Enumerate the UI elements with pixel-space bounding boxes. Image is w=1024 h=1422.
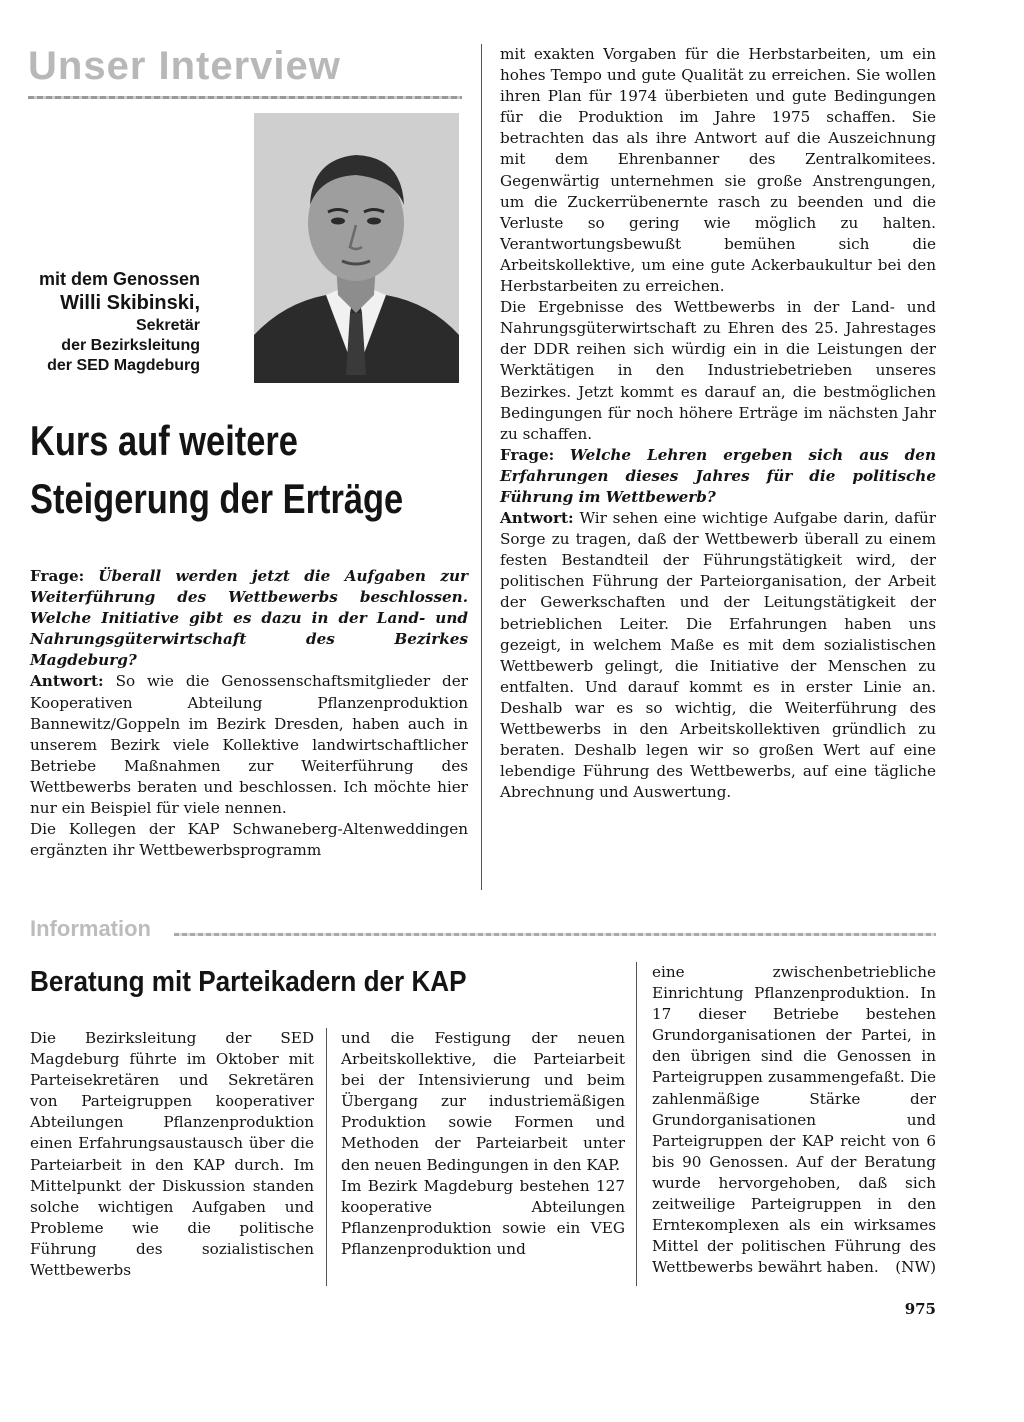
caption-line: der Bezirksleitung <box>61 337 200 354</box>
interview-column-right <box>500 44 936 803</box>
info-text: eine zwischenbetriebliche Einrichtung Pflanzenproduktion. In 17 dieser Betriebe bestehen Grundorganisationen der Partei, in den übrigen sind die Genossen in Parteigruppen zusammengefaßt. Die zahlenmäßige Stärke der Grundorganisationen und Parteigruppen der KAP reicht von 6 bis 90 Genossen. Auf der Beratung wurde hervorgehoben, daß sich zeitweilige Parteigruppen in den Ernteкomplexen als ein wirksames Mittel der politischen Führung des Wettbewerbs bewährt haben. <box>652 963 936 1277</box>
portrait-illustration <box>254 113 459 383</box>
caption-line: mit dem Genossen <box>38 269 200 289</box>
answer-label: Antwort: <box>500 509 574 528</box>
info-paragraph: Im Bezirk Magdeburg bestehen 127 kooperative Abteilungen Pflanzenproduktion sowie ein VEG Pflanzenproduktion und <box>341 1176 625 1258</box>
info-headline: Beratung mit Parteikadern der KAP <box>30 966 467 998</box>
answer-text: Wir sehen eine wichtige Aufgabe darin, dafür Sorge zu tragen, daß der Wettbewerb überall zu einem festen Bestandteil der Führungstätigkeit wird, der politischen Führung der Parteiorganisation, der Arbeit der Gewerkschaften und der Leitungstätigkeit der betrieblichen Leiter. Die Erfahrungen haben uns gezeigt, in welchem Maße es mit dem sozialistischen Wettbewerb gelingt, die Initiative der Menschen zu entfalten. Und darauf kommt es in erster Linie an. Deshalb war es so wichtig, die Weiterführung des Wettbewerbs in den Arbeitskollektiven gründlich zu beraten. Deshalb legen wir so großen Wert auf eine lebendige Führung des Wettbewerbs, auf eine tägliche Abrechnung und Auswertung. <box>500 509 936 802</box>
info-column-2 <box>341 1028 625 1260</box>
article-headline <box>30 412 404 528</box>
question-text: Welche Lehren ergeben sich aus den Erfahrungen dieses Jahres für die politische Führung im Wettbewerb? <box>500 445 936 506</box>
question-paragraph <box>30 566 468 671</box>
question-label: Frage: <box>30 567 85 585</box>
answer-paragraph <box>30 671 468 819</box>
answer-paragraph: Die Ergebnisse des Wettbewerbs in der Land- und Nahrungsgüterwirtschaft zu Ehren des 25. Jahrestages der DDR reihen sich würdig ein in die Leistungen der Werktätigen in den Industriebetrieben unseres Bezirkes. Jetzt kommt es darauf an, die bestmöglichen Bedingungen für noch höhere Erträge im nächsten Jahr zu schaffen. <box>500 298 936 443</box>
photo-caption <box>0 268 200 376</box>
section-header-interview: Unser Interview <box>28 44 341 88</box>
column-rule <box>481 44 482 890</box>
column-rule <box>326 1028 327 1286</box>
caption-line: der SED Magdeburg <box>47 357 200 374</box>
question-label: Frage: <box>500 445 555 464</box>
info-column-3 <box>652 962 936 1278</box>
info-paragraph <box>652 962 936 1278</box>
info-column-1 <box>30 1028 314 1281</box>
answer-paragraph <box>500 508 936 803</box>
interview-column-left <box>30 566 468 861</box>
answer-paragraph: Die Kollegen der KAP Schwaneberg-Altenweddingen ergänzten ihr Wettbewerbsprogramm <box>30 820 468 860</box>
answer-text: So wie die Genossenschaftsmitglieder der Kooperativen Abteilung Pflanzenproduktion Bannewitz/Goppeln im Bezirk Dresden, haben auch in unserem Bezirk viele Kollektive landwirtschaftlicher Betriebe Maßnahmen zur Weiterführung des Wettbewerbs beraten und beschlossen. Ich möchte hier nur ein Beispiel für viele nennen. <box>30 672 468 818</box>
portrait-photo <box>254 113 459 383</box>
question-paragraph <box>500 445 936 508</box>
answer-label: Antwort: <box>30 672 104 691</box>
headline-line: Kurs auf weitere <box>30 417 298 464</box>
page-number: 975 <box>904 1300 936 1318</box>
headline-line: Steigerung der Erträge <box>30 475 404 522</box>
caption-name: Willi Skibinski, <box>60 292 200 314</box>
section-rule <box>174 933 936 936</box>
info-paragraph: Die Bezirksleitung der SED Magdeburg führte im Oktober mit Parteisekretären und Sekretären von Parteigruppen kooperativer Abteilungen Pflanzenproduktion einen Erfahrungsaustausch über die Parteiarbeit in den KAP durch. Im Mittelpunkt der Diskussion standen solche wichtigen Aufgaben und Probleme wie die politische Führung des sozialistischen Wettbewerbs <box>30 1029 314 1280</box>
column-rule <box>636 962 637 1286</box>
info-paragraph: und die Festigung der neuen Arbeitskollektive, die Parteiarbeit bei der Intensivierung und beim Übergang zur industriemäßigen Produktion sowie Formen und Methoden der Parteiarbeit unter den neuen Bedingungen in den KAP. <box>341 1029 625 1174</box>
answer-paragraph: mit exakten Vorgaben für die Herbstarbeiten, um ein hohes Tempo und gute Qualität zu erreichen. Sie wollen ihren Plan für 1974 überbieten und gute Bedingungen für die Produktion im Jahre 1975 schaffen. Sie betrachten das als ihre Antwort auf die Auszeichnung mit dem Ehrenbanner des Zentralkomitees. Gegenwärtig unternehmen sie große Anstrengungen, um die Zuckerrübenernte rasch zu beenden und die Verluste so gering wie möglich zu halten. Verantwortungsbewußt bemühen sich die Arbeitskollektive, um eine gute Ackerbaukultur bei den Herbstarbeiten zu erreichen. <box>500 45 936 296</box>
caption-line: Sekretär <box>135 317 200 334</box>
section-rule <box>28 96 462 99</box>
section-header-information: Information <box>30 916 151 941</box>
question-text: Überall werden jetzt die Aufgaben zur Weiterführung des Wettbewerbs beschlossen. Welche Initiative gibt es dazu in der Land- und Nahrungsgüterwirtschaft des Bezirkes Magdeburg? <box>30 567 468 670</box>
author-signature: (NW) <box>895 1258 936 1277</box>
